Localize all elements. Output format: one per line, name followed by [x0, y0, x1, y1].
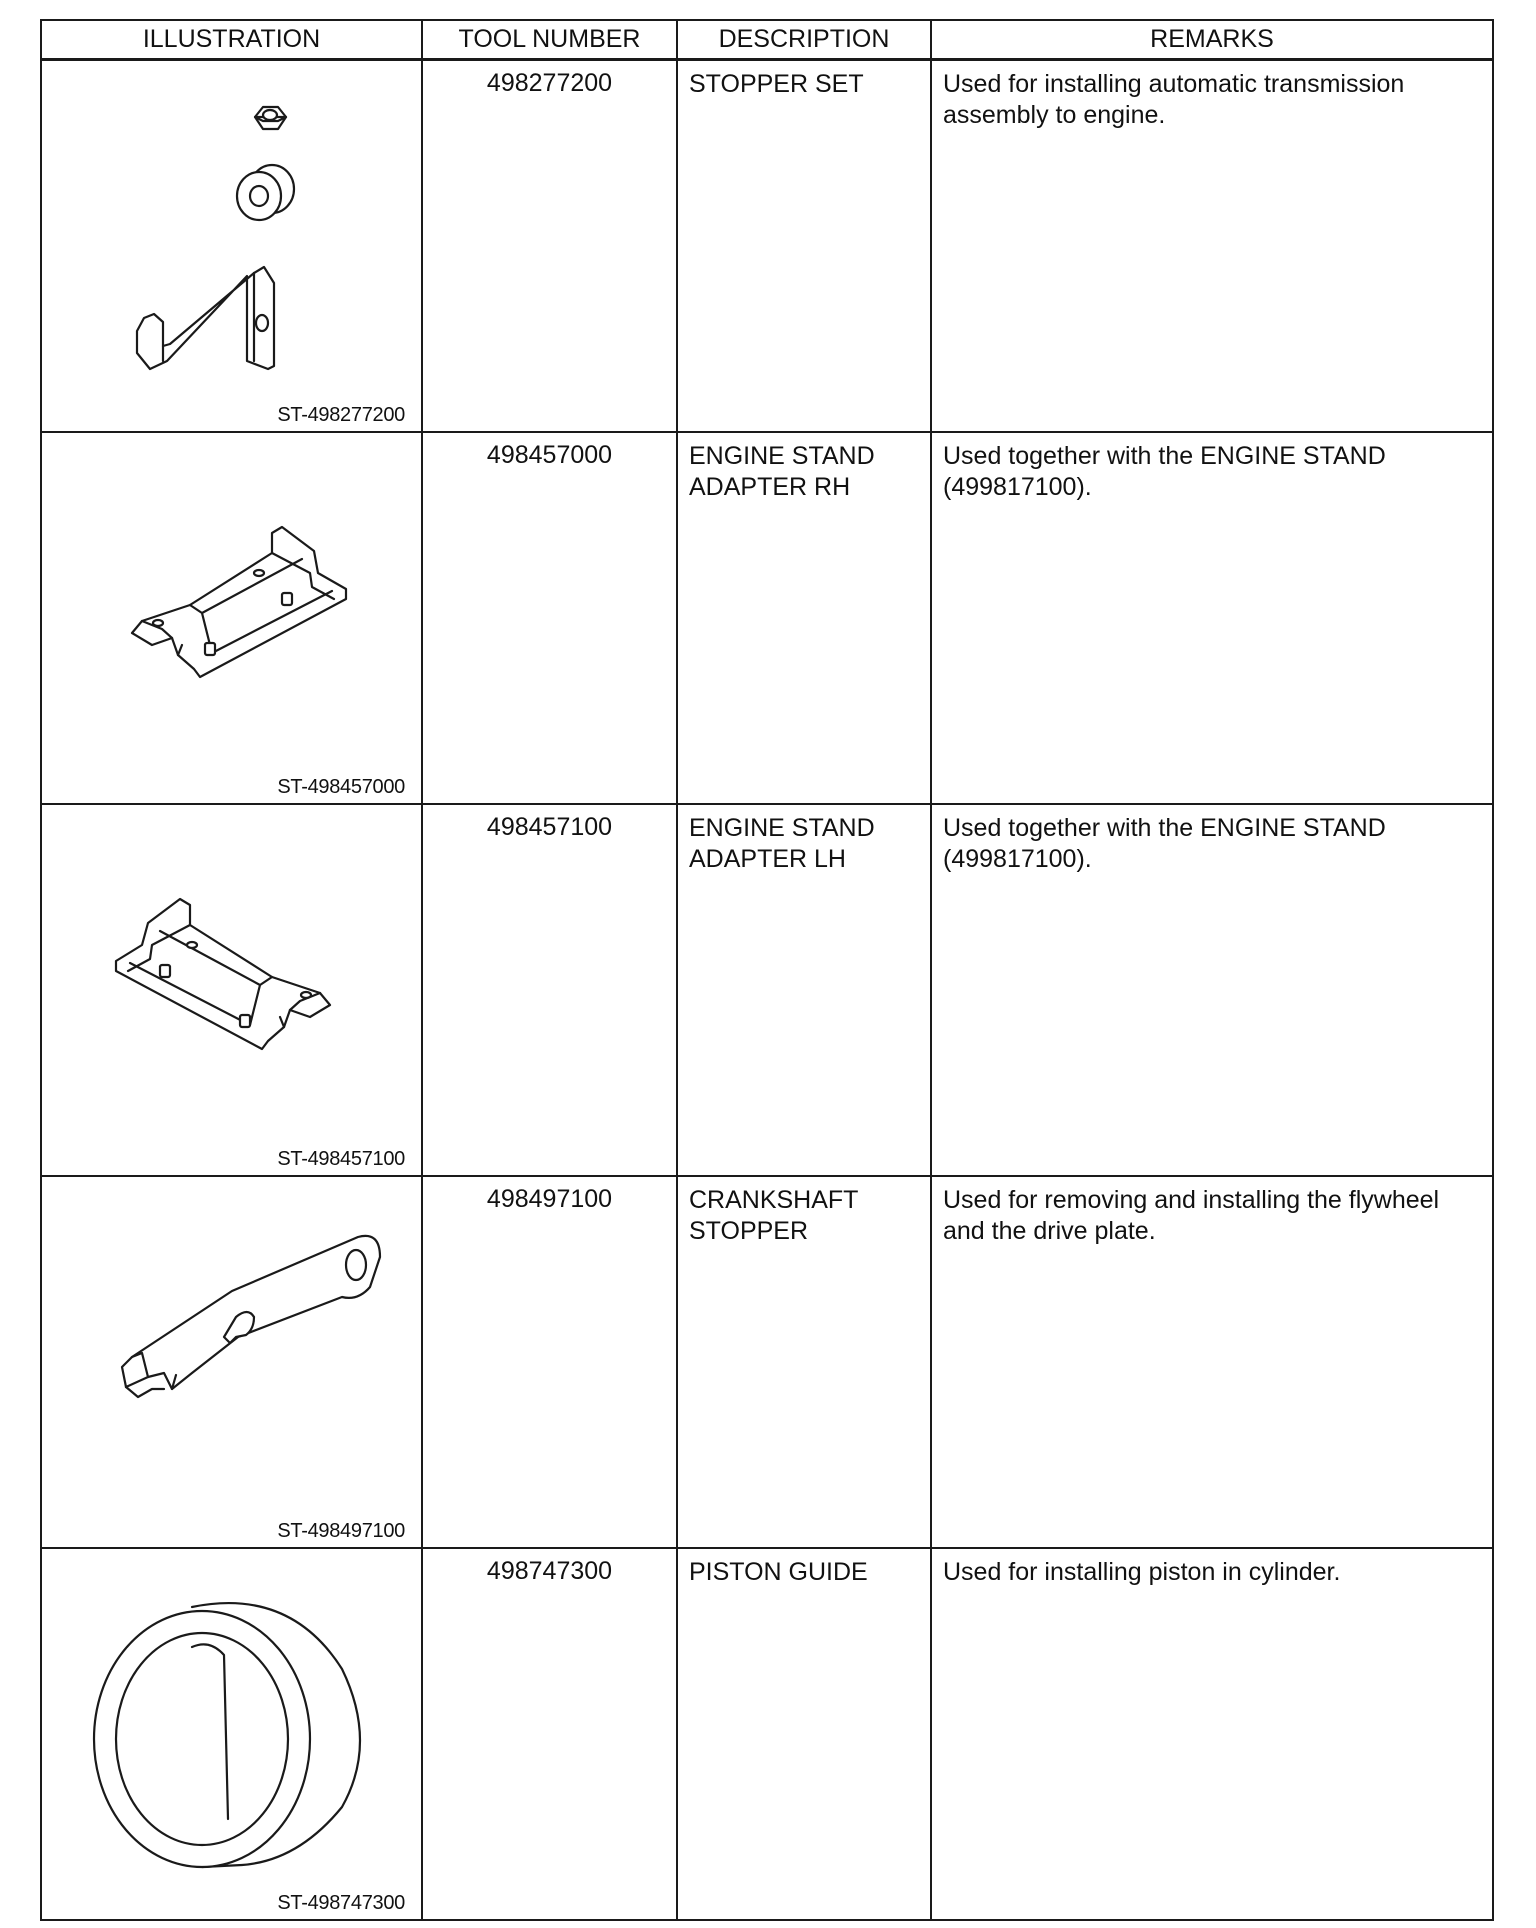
illustration-caption: ST-498457100 — [277, 1147, 405, 1170]
crankshaft-stopper-illustration — [42, 1177, 421, 1517]
header-remarks: REMARKS — [931, 20, 1493, 60]
description-cell: PISTON GUIDE — [677, 1548, 931, 1920]
stopper-set-illustration — [42, 61, 421, 401]
tool-number-cell: 498747300 — [422, 1548, 677, 1920]
tool-number-cell: 498497100 — [422, 1176, 677, 1548]
table-row — [41, 60, 1493, 432]
remarks-cell: Used for installing piston in cylinder. — [931, 1548, 1493, 1920]
table-row — [41, 804, 1493, 1176]
table-row — [41, 1548, 1493, 1920]
table-row — [41, 1176, 1493, 1548]
description-cell: CRANKSHAFT STOPPER — [677, 1176, 931, 1548]
illustration-caption: ST-498747300 — [277, 1891, 405, 1914]
illustration-caption: ST-498457000 — [277, 775, 405, 798]
table-header-row — [41, 20, 1493, 60]
remarks-cell: Used together with the ENGINE STAND (499817100). — [931, 804, 1493, 1176]
tool-number-cell: 498277200 — [422, 60, 677, 432]
description-cell: STOPPER SET — [677, 60, 931, 432]
tool-number-cell: 498457000 — [422, 432, 677, 804]
illustration-cell — [41, 60, 422, 432]
engine-stand-adapter-rh-illustration — [42, 433, 421, 773]
remarks-cell: Used for installing automatic transmission assembly to engine. — [931, 60, 1493, 432]
header-illustration: ILLUSTRATION — [41, 20, 422, 60]
description-cell: ENGINE STAND ADAPTER RH — [677, 432, 931, 804]
special-tools-table — [40, 19, 1494, 1921]
illustration-caption: ST-498277200 — [277, 403, 405, 426]
table-row — [41, 432, 1493, 804]
piston-guide-illustration — [42, 1549, 421, 1889]
tool-number-cell: 498457100 — [422, 804, 677, 1176]
remarks-cell: Used for removing and installing the flywheel and the drive plate. — [931, 1176, 1493, 1548]
illustration-cell — [41, 432, 422, 804]
illustration-cell — [41, 1548, 422, 1920]
description-cell: ENGINE STAND ADAPTER LH — [677, 804, 931, 1176]
engine-stand-adapter-lh-illustration — [42, 805, 421, 1145]
illustration-cell — [41, 1176, 422, 1548]
illustration-cell — [41, 804, 422, 1176]
header-description: DESCRIPTION — [677, 20, 931, 60]
header-tool-number: TOOL NUMBER — [422, 20, 677, 60]
remarks-cell: Used together with the ENGINE STAND (499817100). — [931, 432, 1493, 804]
illustration-caption: ST-498497100 — [277, 1519, 405, 1542]
